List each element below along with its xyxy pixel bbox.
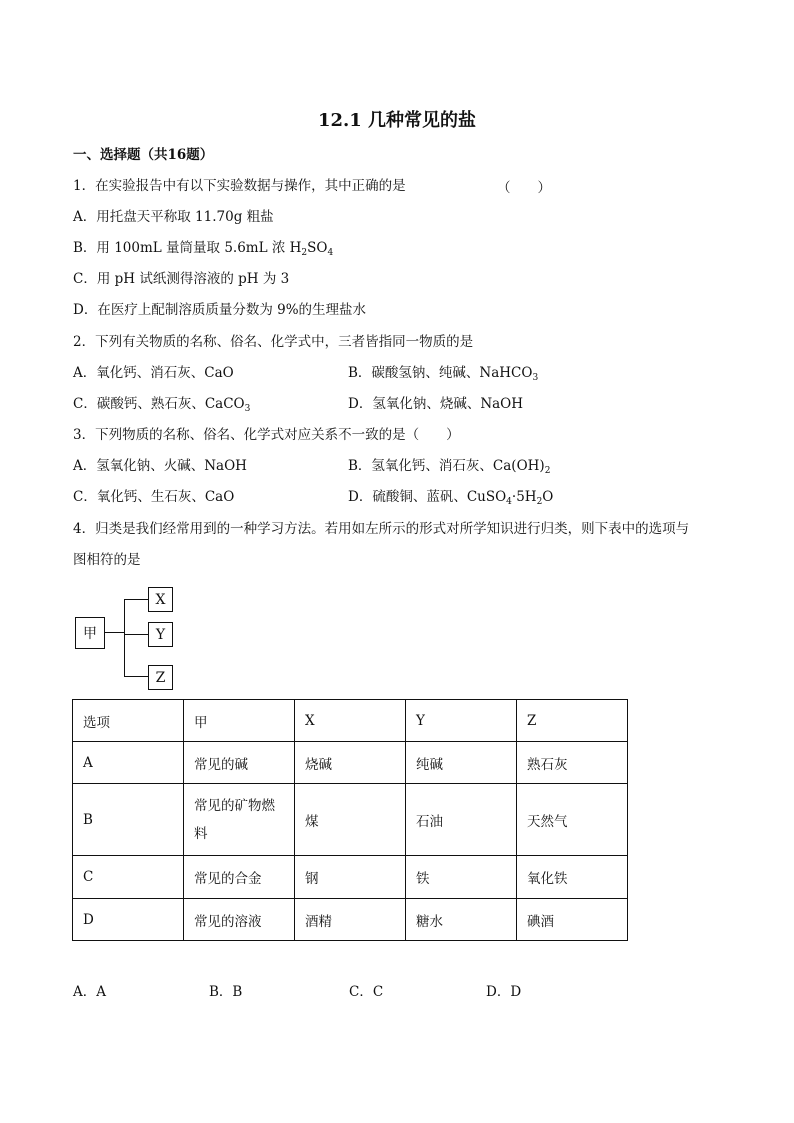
table-cell: 煤	[295, 784, 406, 856]
diagram-connector	[124, 676, 148, 677]
table-row	[73, 742, 628, 784]
q3-option-b: B．氢氧化钙、消石灰、$Ca(OH)_2$	[348, 458, 551, 476]
q2-option-d: D．氢氧化钠、烧碱、NaOH	[348, 396, 524, 412]
table-cell: 常见的溶液	[184, 899, 295, 941]
q2-option-a: A．氧化钙、消石灰、CaO	[73, 365, 234, 381]
table-cell: B	[73, 784, 184, 856]
q1-option-b: B．用 100mL 量筒量取 5.6mL 浓 $H_2SO_4$	[73, 240, 334, 258]
diagram-connector	[104, 632, 124, 633]
table-cell: 纯碱	[406, 742, 517, 784]
page-title: 12.1 几种常见的盐	[317, 110, 477, 131]
section-heading: 一、选择题（共16题）	[73, 147, 214, 163]
table-header-cell: Y	[406, 700, 517, 742]
table-cell: 铁	[406, 856, 517, 899]
table-header-cell: 选项	[73, 700, 184, 742]
table-row	[73, 899, 628, 941]
q2-stem: 2．下列有关物质的名称、俗名、化学式中，三者皆指同一物质的是	[73, 334, 474, 350]
q3-option-c: C．氧化钙、生石灰、CaO	[73, 489, 235, 505]
table-cell: 常见的合金	[184, 856, 295, 899]
q1-option-a: A．用托盘天平称取 11.70g 粗盐	[73, 209, 274, 225]
diagram-root-box: 甲	[75, 617, 105, 649]
q3-option-a: A．氢氧化钠、火碱、NaOH	[73, 458, 247, 474]
q4-choice-d: D．D	[486, 984, 522, 1000]
table-header-cell: X	[295, 700, 406, 742]
table-cell: D	[73, 899, 184, 941]
diagram-connector	[124, 599, 148, 600]
table-cell: 熟石灰	[517, 742, 628, 784]
table-cell: A	[73, 742, 184, 784]
q1-stem: 1．在实验报告中有以下实验数据与操作，其中正确的是	[73, 178, 406, 194]
diagram-connector	[124, 599, 125, 676]
table-header-cell: 甲	[184, 700, 295, 742]
q4-stem-line1: 4．归类是我们经常用到的一种学习方法。若用如左所示的形式对所学知识进行归类，则下表中的选项与	[73, 521, 690, 537]
q2-option-c: C．碳酸钙、熟石灰、CaCO$_3$	[73, 396, 251, 414]
q1-option-d: D．在医疗上配制溶质质量分数为 9%的生理盐水	[73, 302, 367, 318]
q1-answer-paren: （ ）	[497, 180, 551, 196]
diagram-connector	[124, 634, 148, 635]
q3-option-d: D．硫酸铜、蓝矾、$CuSO_4\cdot 5H_2O$	[348, 489, 554, 507]
table-cell: 烧碱	[295, 742, 406, 784]
table-cell: 碘酒	[517, 899, 628, 941]
table-header-row	[73, 700, 628, 742]
table-cell: 糖水	[406, 899, 517, 941]
q4-choice-b: B．B	[209, 984, 243, 1000]
q1-option-c: C．用 pH 试纸测得溶液的 pH 为 3	[73, 271, 290, 287]
table-row	[73, 856, 628, 899]
table-cell: 钢	[295, 856, 406, 899]
table-cell: 石油	[406, 784, 517, 856]
table-row	[73, 784, 628, 856]
q2-option-b: B．碳酸氢钠、纯碱、NaHCO$_3$	[348, 365, 539, 383]
diagram-y-box: Y	[148, 622, 173, 647]
table-cell: 氧化铁	[517, 856, 628, 899]
table-cell: C	[73, 856, 184, 899]
table-cell: 常见的碱	[184, 742, 295, 784]
diagram-z-box: Z	[148, 665, 173, 690]
q4-choice-c: C．C	[349, 984, 384, 1000]
table-cell: 天然气	[517, 784, 628, 856]
q3-stem: 3．下列物质的名称、俗名、化学式对应关系不一致的是（ ）	[73, 427, 460, 443]
diagram-x-box: X	[148, 587, 173, 612]
table-cell: 常见的矿物燃料	[184, 784, 295, 856]
q4-choice-a: A．A	[73, 984, 106, 1000]
table-header-cell: Z	[517, 700, 628, 742]
table-cell: 酒精	[295, 899, 406, 941]
q4-stem-line2: 图相符的是	[73, 552, 141, 568]
options-table	[72, 699, 628, 941]
